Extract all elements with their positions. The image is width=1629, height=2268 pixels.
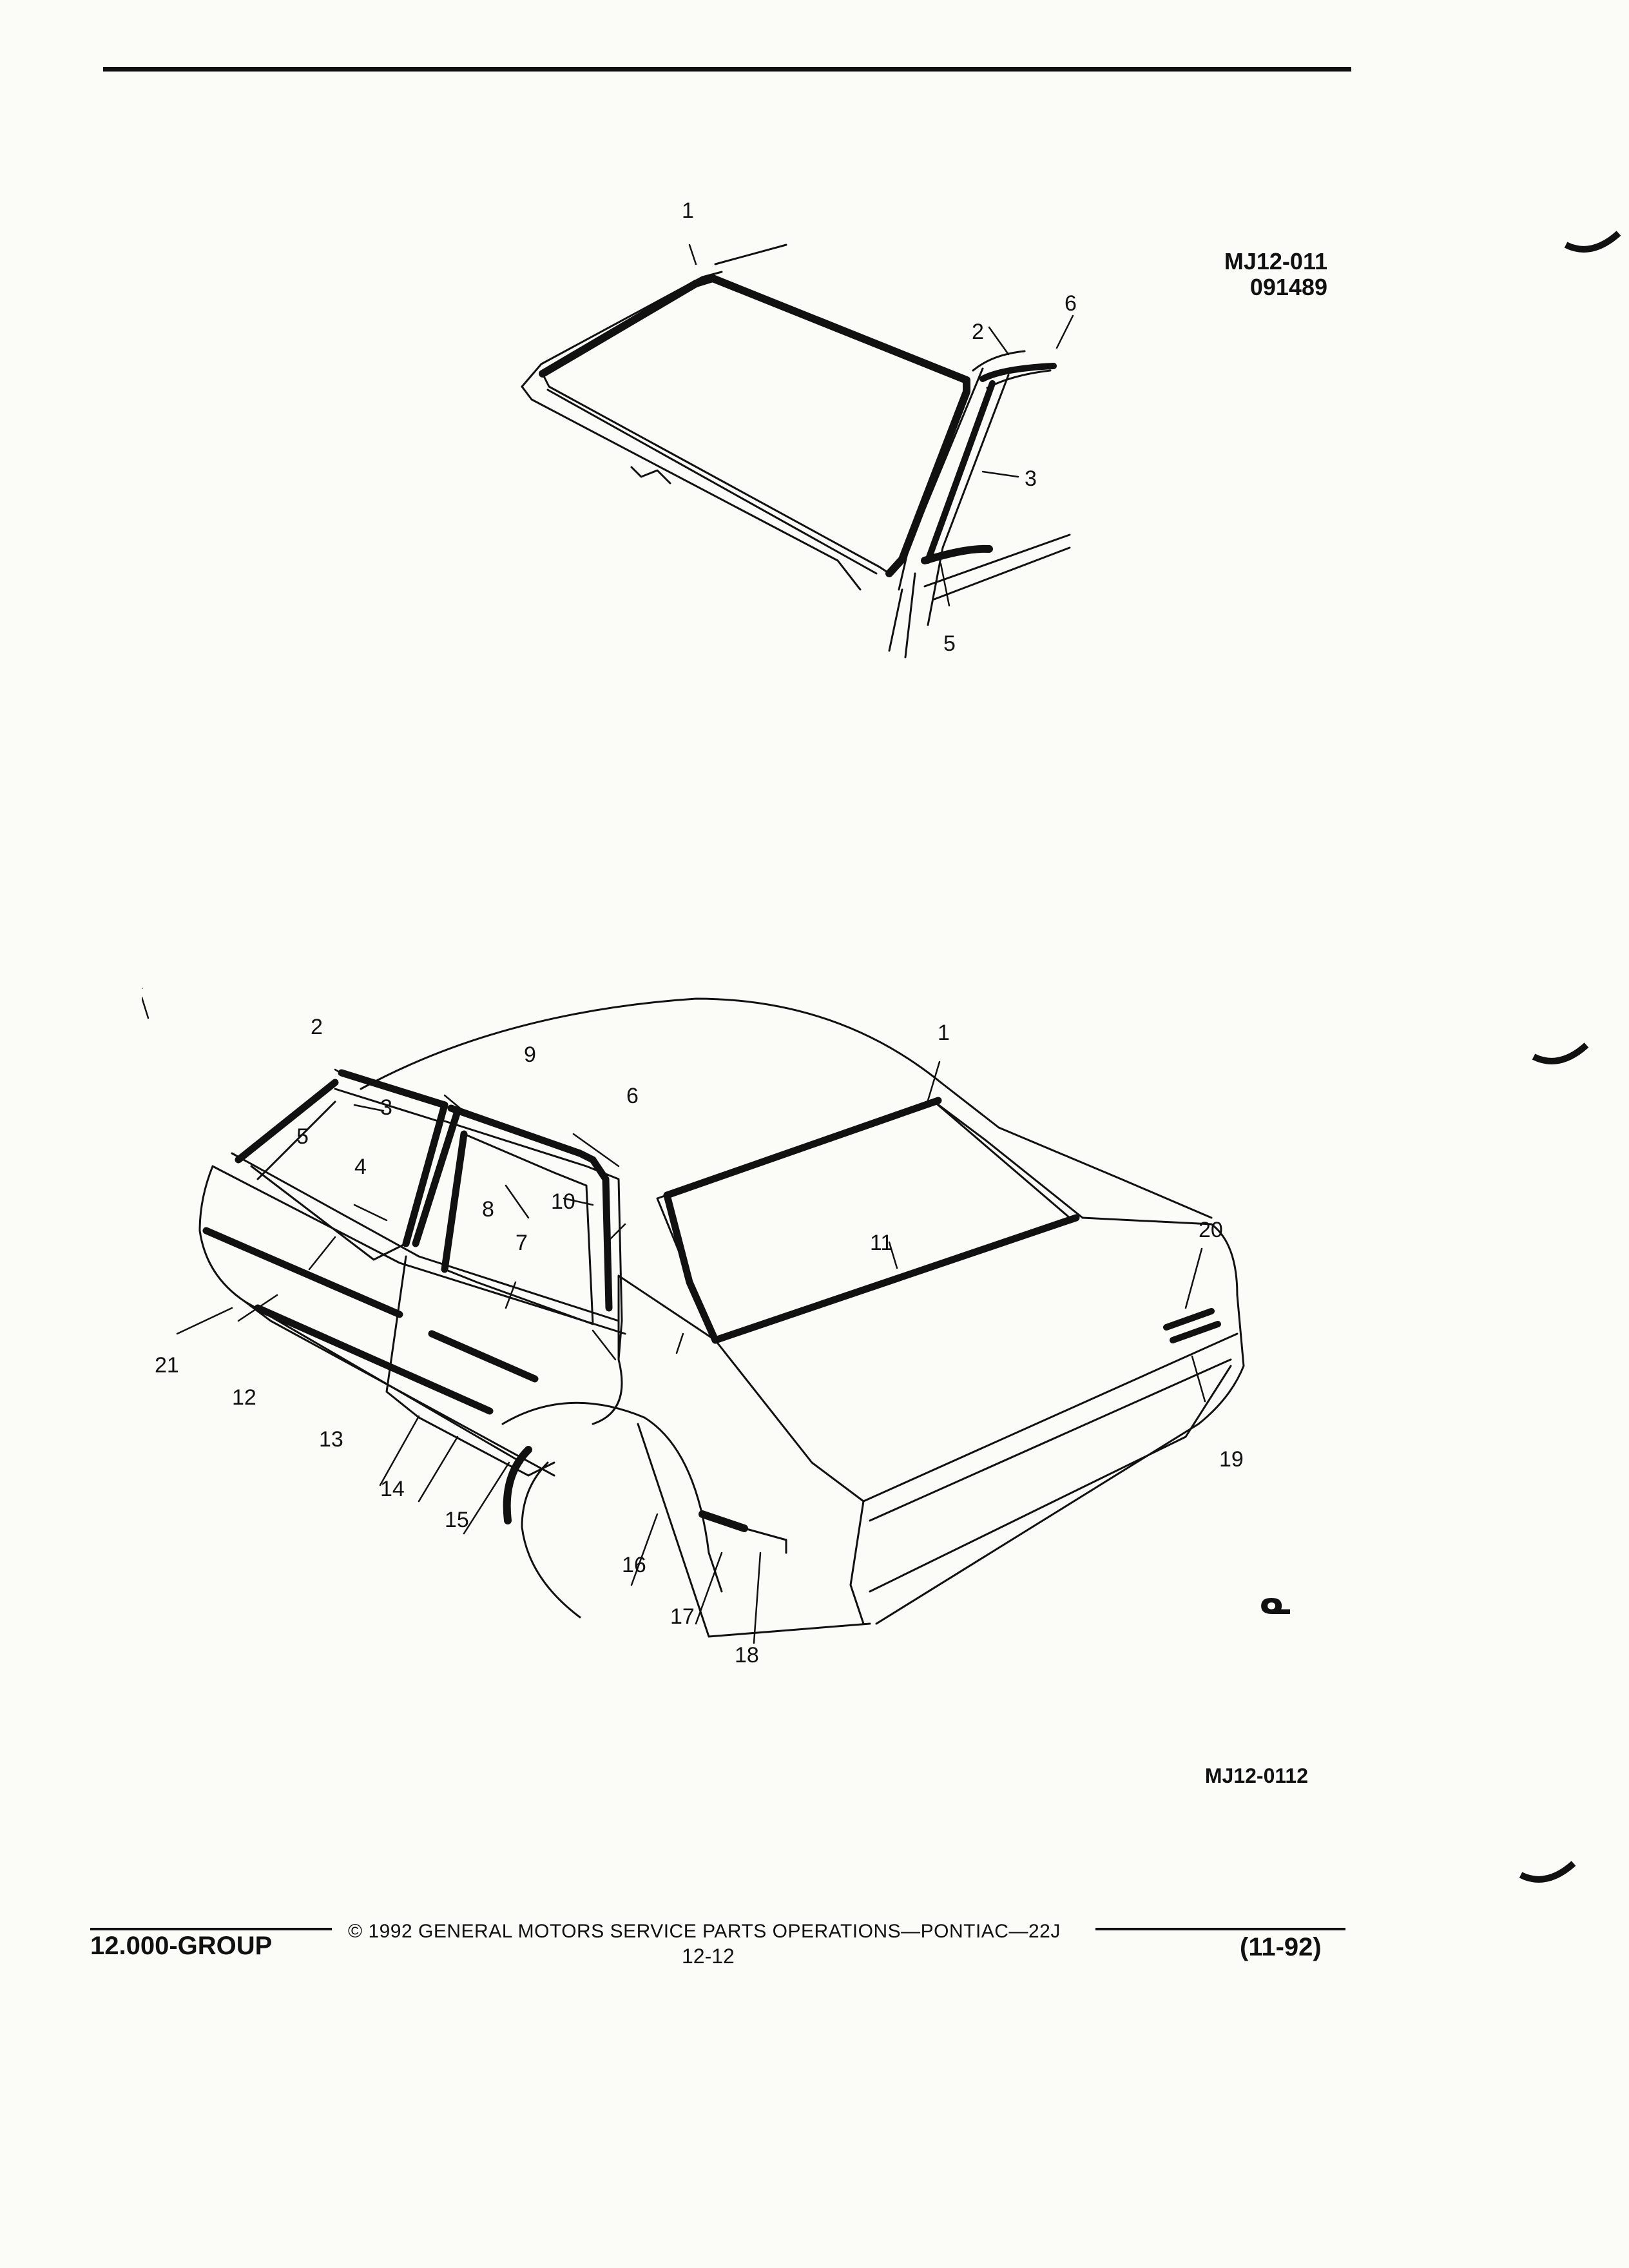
bottom-callout-9: 9 xyxy=(524,1043,536,1067)
copyright-text: © 1992 GENERAL MOTORS SERVICE PARTS OPERATIONS—PONTIAC—22J xyxy=(348,1921,1061,1942)
top-figure-code-line2: 091489 xyxy=(1249,274,1327,300)
bottom-callout-8: 8 xyxy=(482,1197,494,1222)
bottom-callout-3: 3 xyxy=(380,1095,392,1120)
group-label: 12.000-GROUP xyxy=(90,1932,273,1960)
bottom-callout-16: 16 xyxy=(622,1553,646,1577)
windshield-diagram xyxy=(503,187,1083,677)
bottom-callout-4: 4 xyxy=(354,1155,367,1179)
page-number: 12-12 xyxy=(682,1945,735,1968)
binder-mark-2 xyxy=(1527,1037,1592,1076)
bottom-callout-7: 7 xyxy=(516,1231,528,1255)
binder-mark-1 xyxy=(1559,226,1624,264)
top-callout-1: 1 xyxy=(682,198,694,223)
bottom-callout-2: 2 xyxy=(311,1015,323,1039)
bottom-callout-1: 1 xyxy=(938,1021,950,1045)
top-rule xyxy=(103,67,1351,72)
bottom-callout-18: 18 xyxy=(735,1643,759,1667)
top-callout-6: 6 xyxy=(1065,291,1077,316)
bottom-callout-20: 20 xyxy=(1199,1218,1223,1242)
bottom-callout-21: 21 xyxy=(155,1353,179,1378)
bottom-callout-17: 17 xyxy=(670,1604,695,1629)
bottom-callout-11: 11 xyxy=(870,1231,893,1255)
bottom-callout-10: 10 xyxy=(551,1189,575,1214)
top-figure-code-line1: MJ12-011 xyxy=(1224,248,1327,274)
top-callout-5: 5 xyxy=(943,631,956,656)
footer-rule-right xyxy=(1095,1928,1345,1930)
top-callout-2: 2 xyxy=(972,320,984,344)
binder-mark-3 xyxy=(1514,1856,1579,1894)
bottom-callout-19: 19 xyxy=(1219,1447,1244,1472)
footer-rule-left xyxy=(90,1928,332,1930)
bottom-callout-6: 6 xyxy=(626,1084,639,1108)
bottom-callout-13: 13 xyxy=(319,1427,343,1452)
bottom-callout-14: 14 xyxy=(380,1477,405,1501)
bottom-callout-12: 12 xyxy=(232,1385,256,1410)
bottom-callout-5: 5 xyxy=(296,1124,309,1149)
revision-date: (11-92) xyxy=(1240,1933,1322,1961)
car-body-diagram xyxy=(142,973,1302,1701)
top-callout-3: 3 xyxy=(1025,466,1037,491)
bottom-figure-code: MJ12-0112 xyxy=(1204,1764,1308,1787)
bottom-callout-15: 15 xyxy=(445,1508,469,1532)
orientation-symbol: ᓇ xyxy=(1260,1584,1291,1622)
